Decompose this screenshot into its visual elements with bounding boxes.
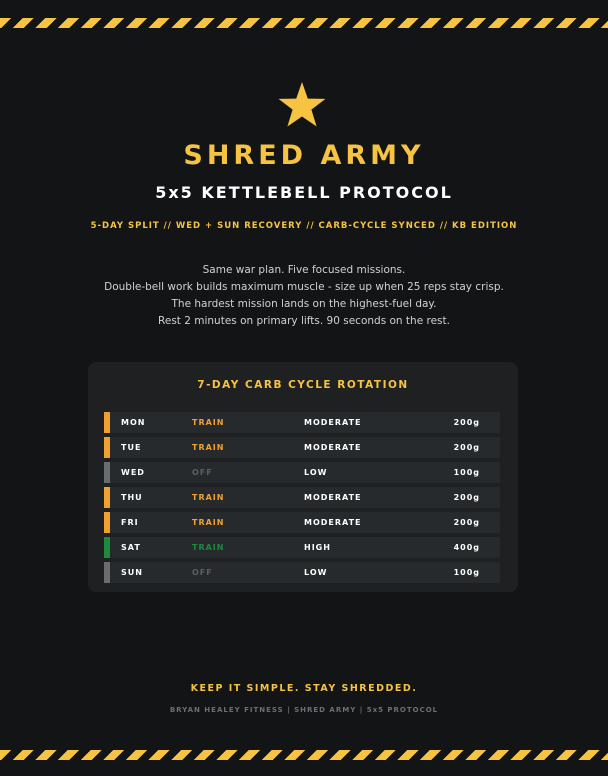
status-label: TRAIN [192, 418, 225, 427]
table-row [104, 562, 500, 583]
star-icon [278, 82, 326, 128]
hazard-stripe-bottom [0, 750, 608, 760]
tagline: 5-DAY SPLIT // WED + SUN RECOVERY // CARB-CYCLE SYNCED // KB EDITION [90, 221, 518, 231]
day-color-bar [104, 412, 110, 433]
day-color-bar [104, 487, 110, 508]
intro-line: Double-bell work builds maximum muscle - size up when 25 reps stay crisp. [104, 281, 504, 293]
intro-line: Rest 2 minutes on primary lifts. 90 seconds on the rest. [158, 315, 450, 327]
carb-level: LOW [304, 468, 328, 477]
star-shape [279, 82, 326, 127]
status-label: OFF [192, 468, 213, 477]
day-color-bar [104, 537, 110, 558]
status-label: TRAIN [192, 443, 225, 452]
table-row [104, 537, 500, 558]
carb-cycle-table [104, 412, 500, 587]
table-row [104, 462, 500, 483]
hazard-stripe-top [0, 18, 608, 28]
carb-level: MODERATE [304, 443, 362, 452]
day-color-bar [104, 462, 110, 483]
day-label: MON [121, 418, 146, 427]
status-label: TRAIN [192, 518, 225, 527]
intro-line: The hardest mission lands on the highest-fuel day. [171, 298, 437, 310]
page-subtitle: 5x5 KETTLEBELL PROTOCOL [155, 183, 453, 202]
table-row [104, 487, 500, 508]
status-label: TRAIN [192, 543, 225, 552]
carb-amount: 400g [453, 543, 480, 552]
day-label: THU [121, 493, 143, 502]
carb-amount: 200g [453, 418, 480, 427]
status-label: TRAIN [192, 493, 225, 502]
day-color-bar [104, 562, 110, 583]
day-label: SAT [121, 543, 141, 552]
status-label: OFF [192, 568, 213, 577]
carb-amount: 200g [453, 443, 480, 452]
carb-amount: 100g [453, 568, 480, 577]
day-label: SUN [121, 568, 143, 577]
footer-credits: BRYAN HEALEY FITNESS | SHRED ARMY | 5x5 PROTOCOL [169, 706, 439, 714]
day-label: WED [121, 468, 145, 477]
day-label: TUE [121, 443, 142, 452]
carb-cycle-title: 7-DAY CARB CYCLE ROTATION [197, 379, 409, 391]
page-title: SHRED ARMY [183, 140, 425, 171]
day-color-bar [104, 437, 110, 458]
day-color-bar [104, 512, 110, 533]
carb-level: HIGH [304, 543, 331, 552]
carb-level: MODERATE [304, 518, 362, 527]
carb-amount: 200g [453, 493, 480, 502]
carb-amount: 100g [453, 468, 480, 477]
table-row [104, 437, 500, 458]
table-row [104, 512, 500, 533]
carb-level: MODERATE [304, 493, 362, 502]
table-row [104, 412, 500, 433]
carb-level: LOW [304, 568, 328, 577]
carb-amount: 200g [453, 518, 480, 527]
intro-text [0, 262, 608, 330]
day-label: FRI [121, 518, 139, 527]
carb-level: MODERATE [304, 418, 362, 427]
footer-slogan: KEEP IT SIMPLE. STAY SHREDDED. [190, 683, 418, 694]
intro-line: Same war plan. Five focused missions. [202, 264, 406, 276]
carb-cycle-card [88, 362, 518, 592]
